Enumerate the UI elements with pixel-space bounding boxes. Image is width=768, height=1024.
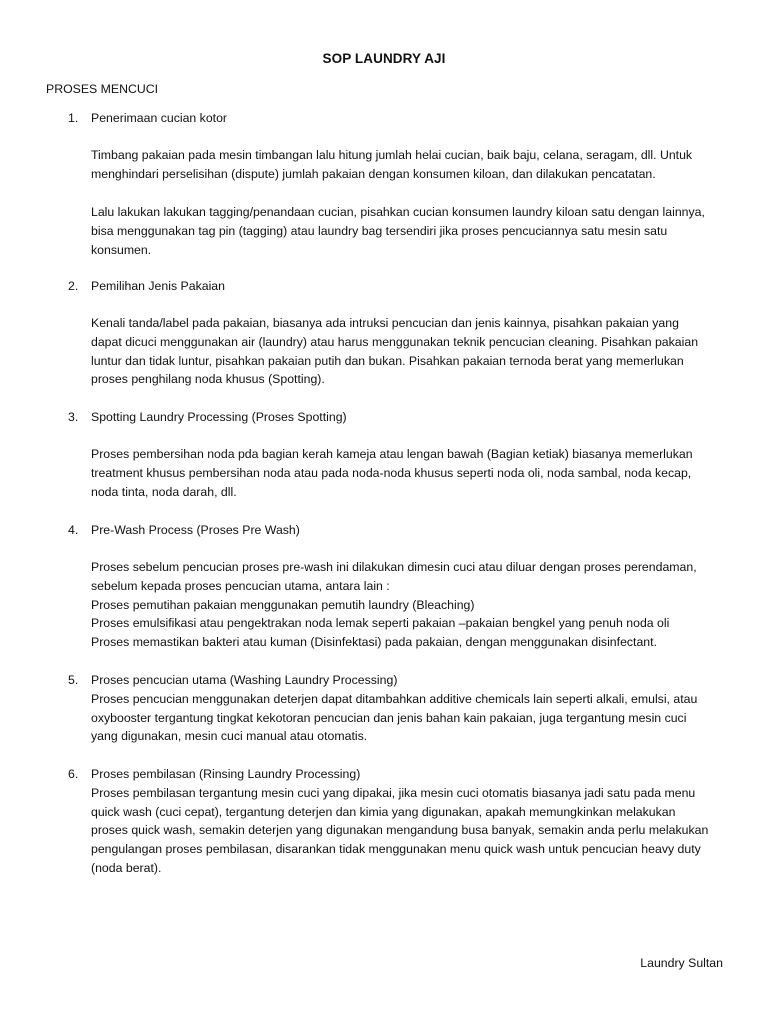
item-number: 4. [68,523,79,537]
item-number: 3. [68,410,79,424]
item-title: Spotting Laundry Processing (Proses Spotting) [91,410,347,424]
item-paragraph: Proses sebelum pencucian proses pre-wash ini dilakukan dimesin cuci atau diluar dengan proses perendaman, sebelum kepada proses pencucian utama, antara lain : Proses pemutihan pakaian menggunakan pemutih laundry (Bleaching) Proses emulsifikasi atau pengektrakan noda lemak seperti pakaian –pakaian bengkel yang penuh noda oli Proses memastikan bakteri atau kuman (Disinfektasi) pada pakaian, dengan menggunakan disinfectant. [91,560,697,649]
item-title: Penerimaan cucian kotor [91,111,228,125]
item-number: 6. [68,767,79,781]
item-number: 1. [68,111,79,125]
item-paragraph: Proses pembersihan noda pda bagian kerah kameja atau lengan bawah (Bagian ketiak) biasanya memerlukan treatment khusus pembersihan noda atau pada noda-noda khusus seperti noda oli, noda sambal, noda kecap, noda tinta, noda darah, dll. [91,447,693,499]
item-title: Proses pencucian utama (Washing Laundry Processing) [91,673,398,687]
item-paragraph: Kenali tanda/label pada pakaian, biasanya ada intruksi pencucian dan jenis kainnya, pisahkan pakaian yang dapat dicuci menggunakan air (laundry) atau harus menggunakan teknik pencucian cleaning. Pisahkan pakaian luntur dan tidak luntur, pisahkan pakaian putih dan bukan. Pisahkan pakaian ternoda berat yang memerlukan proses penghilang noda khusus (Spotting). [91,316,699,387]
item-title: Pemilihan Jenis Pakaian [91,279,225,293]
item-paragraph: Lalu lakukan lakukan tagging/penandaan cucian, pisahkan cucian konsumen laundry kiloan satu dengan lainnya, bisa menggunakan tag pin (tagging) atau laundry bag tersendiri jika proses pencuciannya satu mesin satu konsumen. [91,205,705,257]
item-number: 2. [68,279,79,293]
item-paragraph: Proses pembilasan tergantung mesin cuci yang dipakai, jika mesin cuci otomatis biasanya jadi satu pada menu quick wash (cuci cepat), tergantung deterjen dan kimia yang digunakan, apakah memungkinkan melakukan proses quick wash, semakin deterjen yang digunakan mengandung busa banyak, semakin anda perlu melakukan pengulangan proses pembilasan, disarankan tidak menggunakan menu quick wash untuk pencucian heavy duty (noda berat). [91,785,709,875]
document-title: SOP LAUNDRY AJI [322,51,446,66]
section-heading: PROSES MENCUCI [46,82,159,96]
item-title: Proses pembilasan (Rinsing Laundry Processing) [91,767,361,781]
item-number: 5. [68,673,79,687]
item-paragraph: Proses pencucian menggunakan deterjen dapat ditambahkan additive chemicals lain seperti alkali, emulsi, atau oxybooster tergantung tingkat kekotoran pencucian dan jenis bahan kain pakaian, juga tergantung mesin cuci yang digunakan, mesin cuci manual atau otomatis. [91,691,698,744]
item-title: Pre-Wash Process (Proses Pre Wash) [91,523,300,537]
footer-signature: Laundry Sultan [640,956,723,970]
item-paragraph: Timbang pakaian pada mesin timbangan lalu hitung jumlah helai cucian, baik baju, celana, seragam, dll. Untuk menghindari perselisihan (dispute) jumlah pakaian dengan konsumen kiloan, dan dilakukan pencatatan. [91,148,693,181]
